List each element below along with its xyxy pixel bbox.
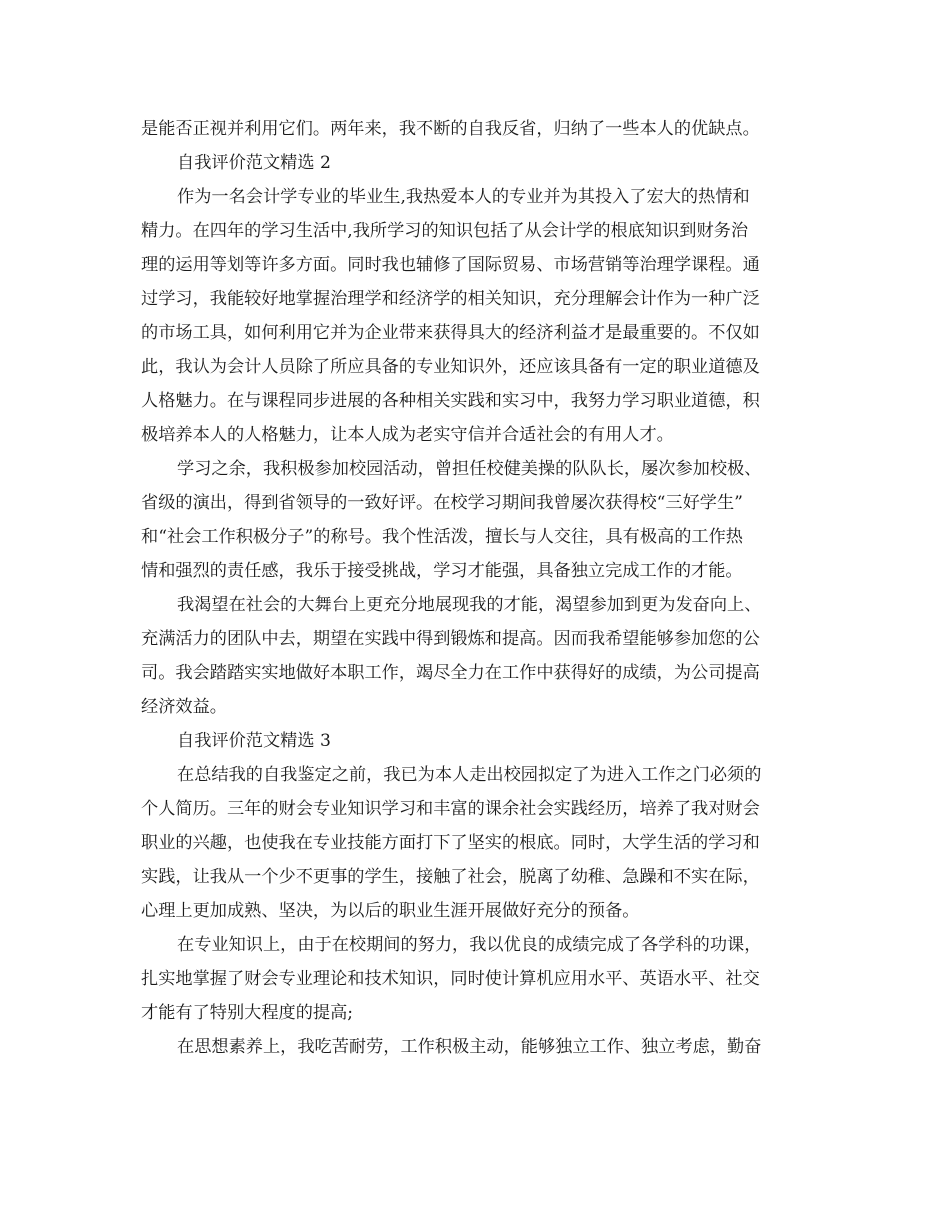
text-line: 扎实地掌握了财会专业理论和技术知识，同时使计算机应用水平、英语水平、社交: [141, 969, 760, 989]
text-line: 学习之余，我积极参加校园活动，曾担任校健美操的队队长，屡次参加校极、: [177, 459, 762, 479]
text-line: 过学习，我能较好地掌握治理学和经济学的相关知识，充分理解会计作为一种广泛: [141, 289, 760, 309]
text-line: 人格魅力。在与课程同步进展的各种相关实践和实习中，我努力学习职业道德，积: [141, 391, 760, 411]
text-line: 作为一名会计学专业的毕业生,我热爱本人的专业并为其投入了宏大的热情和: [177, 187, 750, 207]
text-line: 才能有了特别大程度的提高;: [141, 1003, 354, 1023]
text-line: 个人简历。三年的财会专业知识学习和丰富的课余社会实践经历，培养了我对财会: [141, 799, 760, 819]
text-line: 精力。在四年的学习生活中,我所学习的知识包括了从会计学的根底知识到财务治: [141, 221, 749, 241]
text-line: 在专业知识上，由于在校期间的努力，我以优良的成绩完成了各学科的功课，: [177, 935, 762, 955]
text-line: 极培养本人的人格魅力，让本人成为老实守信并合适社会的有用人才。: [141, 425, 674, 445]
text-line: 在总结我的自我鉴定之前，我已为本人走出校园拟定了为进入工作之门必须的: [177, 765, 762, 785]
text-line: 职业的兴趣，也使我在专业技能方面打下了坚实的根底。同时，大学生活的学习和: [141, 833, 760, 853]
text-line: 经济效益。: [141, 697, 227, 717]
text-line: 充满活力的团队中去，期望在实践中得到锻炼和提高。因而我希望能够参加您的公: [141, 629, 760, 649]
text-line: 在思想素养上，我吃苦耐劳，工作积极主动，能够独立工作、独立考虑，勤奋: [177, 1037, 762, 1057]
text-line: 理的运用等划等许多方面。同时我也辅修了国际贸易、市场营销等治理学课程。通: [141, 255, 760, 275]
document-body: [141, 112, 811, 1064]
text-line: 和“社会工作积极分子”的称号。我个性活泼，擅长与人交往，具有极高的工作热: [141, 527, 743, 547]
text-line: 实践，让我从一个少不更事的学生，接触了社会，脱离了幼稚、急躁和不实在际，: [141, 867, 760, 887]
text-line: 此，我认为会计人员除了所应具备的专业知识外，还应该具备有一定的职业道德及: [141, 357, 760, 377]
text-line: 的市场工具，如何利用它并为企业带来获得具大的经济利益才是最重要的。不仅如: [141, 323, 760, 343]
text-line: 心理上更加成熟、坚决，为以后的职业生涯开展做好充分的预备。: [141, 901, 640, 921]
section-heading-3: 自我评价范文精选 3: [177, 731, 331, 751]
text-line: 省级的演出，得到省领导的一致好评。在校学习期间我曾屡次获得校“三好学生”: [141, 493, 743, 513]
section-heading-2: 自我评价范文精选 2: [177, 153, 331, 173]
text-line: 情和强烈的责任感，我乐于接受挑战，学习才能强，具备独立完成工作的才能。: [141, 561, 743, 581]
text-line: 司。我会踏踏实实地做好本职工作，竭尽全力在工作中获得好的成绩，为公司提高: [141, 663, 760, 683]
text-line: 我渴望在社会的大舞台上更充分地展现我的才能，渴望参加到更为发奋向上、: [177, 595, 762, 615]
text-line: 是能否正视并利用它们。两年来，我不断的自我反省，归纳了一些本人的优缺点。: [141, 119, 760, 139]
